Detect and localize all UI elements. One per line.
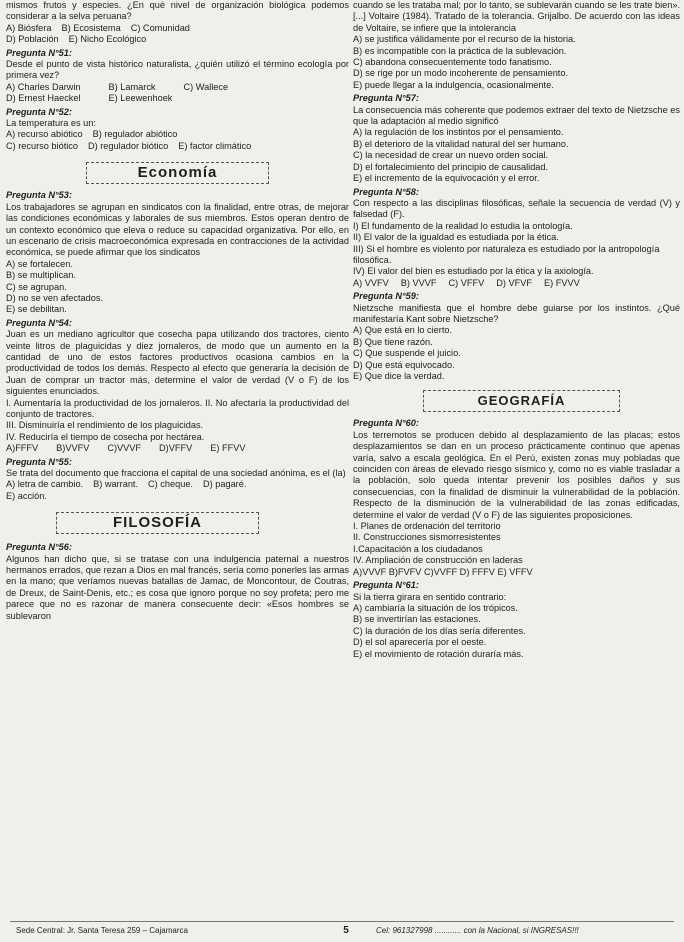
question-text: Algunos han dicho que, si se tratase con una indulgencia paternal a nuestros hermanos errados, que rezan a Dios en mal francés, sería como ponerles las armas en la mano; que veríamos nuevas batallas de Jamac, de Moncontour, de Coutras, de Dreux, de Saint-Denis, etc.; es cosa que ignoro porque no soy profeta; pero me parece que no es razonar de manera consecuente decir: «Esos hombres se sublevaron (6, 553, 349, 621)
option: E) Que dice la verdad. (353, 371, 445, 381)
option: E) se debilitan. (6, 304, 67, 315)
page-number: 5 (343, 925, 349, 936)
options-row (6, 82, 349, 93)
option: C) se agrupan. (6, 281, 67, 292)
option: D) se rige por un modo incoherente de pensamiento. (353, 68, 569, 79)
question-text: Los terremotos se producen debido al desplazamiento de las placas; estos desplazamientos se dan en un proceso prácticamente continuo que apenas varía, salvo a escala geológica. En el Perú, existen zonas muy pobladas que coinciden con áreas de elevado riesgo sísmico y, como no es viable trasladar a la población, solo queda intentar prevenir los posibles daños y sus consecuencias, con la finalidad de disminuir la vulnerabilidad de la población. Respecto de la disminución de la vulnerabilidad de las zonas edificadas, determine el valor de verdad (V o F) de las siguientes proposiciones. (353, 429, 680, 520)
option: B) el deterioro de la vitalidad natural del ser humano. (353, 138, 569, 149)
option: D) Que está equivocado. (353, 359, 455, 370)
question-text: Desde el punto de vista histórico naturalista, ¿quién utilizó el término ecología por primera vez? (6, 59, 349, 81)
statement-item: IV) El valor del bien es estudiado por la ética y la axiología. (353, 266, 594, 277)
question-label: Pregunta N°54: (6, 317, 72, 328)
option: E) acción. (6, 490, 47, 501)
statement-item: I. Aumentaría la productividad de los jornaleros. II. No afectaría la productividad del conjunto de tractores. (6, 397, 349, 419)
question-text: Juan es un mediano agricultor que cosecha papa utilizando dos tractores, ciento veinte litros de plaguicidas y diez jornaleros, de modo que un aumento en la cantidad de uno de estos factores productivos ocasiona cambios en la productividad de todos los demás. Respecto al efecto que generaría la decisión de Juan de comprar un tractor más, determine el valor de verdad (V o F) de los siguientes enunciados. (6, 329, 349, 397)
option: D) regulador biótico (88, 140, 169, 151)
option: A) la regulación de los instintos por el pensamiento. (353, 127, 564, 138)
option: B) regulador abiótico (92, 129, 178, 140)
option: A)FFFV (6, 443, 39, 454)
option: E) factor climático (178, 140, 252, 151)
option: E) el movimiento de rotación duraría más. (353, 648, 524, 659)
option: C) la necesidad de crear un nuevo orden social. (353, 150, 549, 161)
statement-item: III) Si el hombre es violento por naturaleza es estudiado por la antropología filosófica. (353, 243, 660, 265)
option: C) recurso biótico (6, 140, 78, 151)
options-row (6, 129, 349, 140)
page-footer (10, 921, 674, 940)
question-text: Con respecto a las disciplinas filosóficas, señale la secuencia de verdad (V) y falsedad (F). (353, 197, 680, 220)
option: D) VFVF (496, 277, 532, 288)
footer-phone: Cel: 961327998 ............ con la Nacional, si INGRESAS!!! (376, 926, 579, 935)
option: D) el fortalecimiento del principio de causalidad. (353, 161, 549, 172)
option: A) recurso abiótico (6, 129, 83, 140)
option: B)VVFV (56, 443, 90, 454)
option: A) cambiaría la situación de los trópicos. (353, 602, 518, 613)
option: B) Ecosistema (61, 22, 121, 33)
option: A) VVFV (353, 277, 389, 288)
intro-options-row-1 (6, 23, 349, 34)
options-row (353, 278, 680, 289)
option: C) abandona consecuentemente todo fanatismo. (353, 57, 552, 68)
statement-item: III. Disminuiría el rendimiento de los plaguicidas. (6, 420, 204, 431)
right-column (353, 0, 680, 660)
options-row (6, 479, 349, 490)
option: D) no se ven afectados. (6, 292, 104, 303)
option: B) es incompatible con la práctica de la sublevación. (353, 45, 567, 56)
option: D) el sol aparecería por el oeste. (353, 637, 487, 648)
continued-text: cuando se les trataba mal; por lo tanto, se sublevarán cuando se les trate bien». [...] Voltaire (1984). Tratado de la tolerancia. Grijalbo. De acuerdo con las ideas de Voltaire, se infiere que la intolerancia (353, 0, 680, 33)
option: C) Comunidad (130, 22, 190, 33)
option: D) pagaré. (203, 479, 247, 490)
option: B) VVVF (400, 277, 437, 288)
option: A) Charles Darwin (6, 81, 81, 92)
option: D) Ernest Haeckel (6, 93, 81, 104)
options-row (6, 141, 349, 152)
options-row (6, 93, 349, 104)
option: E) Leewenhoek (108, 93, 173, 104)
option: C) cheque. (148, 479, 193, 490)
question-text: Nietzsche manifiesta que el hombre debe guiarse por los instintos. ¿Qué manifestaría Kant sobre Nietzsche? (353, 302, 680, 324)
option: C)VVVF (107, 443, 142, 454)
statement-item: I) El fundamento de la realidad lo estudia la ontología. (353, 220, 573, 231)
options-line: A)VVVF B)FVFV C)VVFF D) FFFV E) VFFV (353, 566, 533, 577)
statement-item: IV. Reduciría el tiempo de cosecha por hectárea. (6, 431, 205, 442)
statement-item: I.Capacitación a los ciudadanos (353, 543, 483, 554)
option: C) Que suspende el juicio. (353, 348, 461, 359)
option: B) warrant. (93, 479, 139, 490)
option: E) puede llegar a la indulgencia, ocasionalmente. (353, 79, 554, 90)
question-text: Se trata del documento que fracciona el capital de una sociedad anónima, es el (la) (6, 468, 346, 479)
question-label: Pregunta N°58: (353, 186, 419, 197)
question-text: La temperatura es un: (6, 118, 96, 129)
question-label: Pregunta N°53: (6, 190, 72, 201)
option: D)VFFV (159, 443, 193, 454)
question-label: Pregunta N°56: (6, 542, 72, 553)
option: A) Que está en lo cierto. (353, 325, 453, 336)
question-label: Pregunta N°61: (353, 580, 419, 591)
statement-item: II) El valor de la igualdad es estudiada por la ética. (353, 232, 559, 243)
option: B) se invertirían las estaciones. (353, 614, 481, 625)
footer-address: Sede Central: Jr. Santa Teresa 259 – Cajamarca (16, 926, 188, 935)
section-header-geografia: GEOGRAFÍA (423, 390, 620, 412)
section-header-filosofia: FILOSOFÍA (56, 512, 259, 534)
option: C) Wallece (183, 81, 229, 92)
question-text: Los trabajadores se agrupan en sindicatos con la finalidad, entre otras, de mejorar las condiciones económicas y laborales de sus miembros. Estos operan dentro de un contexto económico que eleva o reduce su capacidad organizativa. Por ello, en un escenario de crisis macroeconómica expresada en contracciones de la actividad económica, se puede afirmar que los sindicatos (6, 201, 349, 258)
option: A) se justifica válidamente por el recurso de la historia. (353, 34, 576, 45)
question-label: Pregunta N°51: (6, 47, 72, 58)
option: B) Lamarck (108, 81, 156, 92)
question-label: Pregunta N°52: (6, 106, 72, 117)
question-label: Pregunta N°55: (6, 456, 72, 467)
option: A) Biósfera (6, 22, 52, 33)
options-row (6, 443, 349, 454)
option: A) se fortalecen. (6, 258, 73, 269)
option: E) Nicho Ecológico (68, 34, 147, 45)
option: B) Que tiene razón. (353, 336, 433, 347)
option: E) FVVV (543, 277, 580, 288)
question-text: La consecuencia más coherente que podemos extraer del texto de Nietzsche es que la adaptación al medio significó (353, 104, 680, 127)
question-label: Pregunta N°59: (353, 291, 419, 302)
option: D) Población (6, 34, 59, 45)
option: C) VFFV (448, 277, 485, 288)
option: C) la duración de los días sería diferentes. (353, 625, 526, 636)
intro-question-text: mismos frutos y especies. ¿En qué nivel de organización biológica podemos considerar a la selva peruana? (6, 0, 349, 22)
intro-options-row-2 (6, 34, 349, 45)
statement-item: I. Planes de ordenación del territorio (353, 521, 501, 532)
option: E) el incremento de la equivocación y el error. (353, 173, 540, 184)
option: A) letra de cambio. (6, 479, 84, 490)
option: E) FFVV (210, 443, 246, 454)
statement-item: IV. Ampliación de construcción en laderas (353, 555, 523, 566)
question-label: Pregunta N°60: (353, 418, 419, 429)
question-label: Pregunta N°57: (353, 93, 419, 104)
statement-item: II. Construcciones sismorresistentes (353, 532, 501, 543)
left-column (6, 0, 349, 622)
section-header-economia: Economía (86, 162, 269, 184)
option: B) se multiplican. (6, 270, 76, 281)
question-text: Si la tierra girara en sentido contrario: (353, 591, 507, 602)
